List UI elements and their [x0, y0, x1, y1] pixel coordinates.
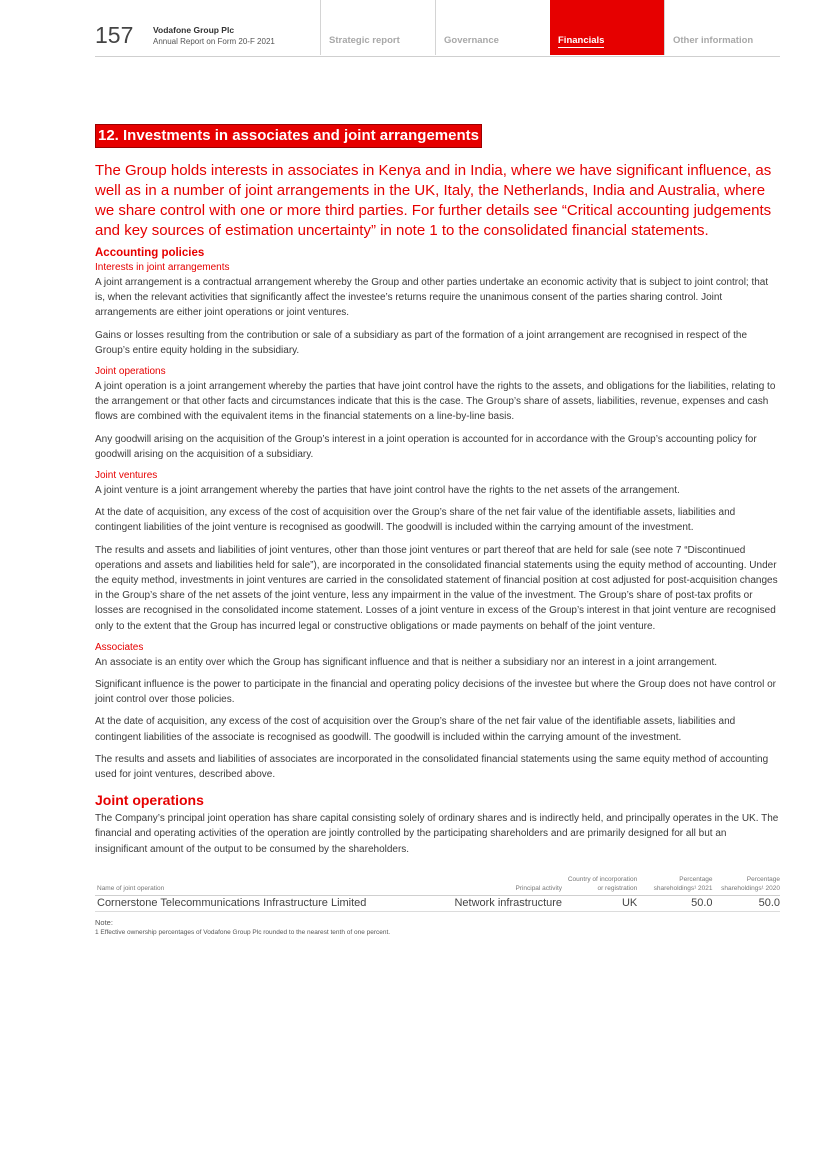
joint-operations-section-heading: Joint operations: [95, 792, 204, 809]
report-name: Annual Report on Form 20-F 2021: [153, 37, 275, 46]
paragraph: Significant influence is the power to participate in the financial and operating policy decisions of the investee but where the Group does not have control or joint control over those policies.: [95, 679, 776, 706]
col-header-pct-2021: Percentage shareholdings¹ 2021: [637, 875, 712, 896]
joint-operations-heading: Joint operations: [95, 366, 166, 378]
joint-operations-table: [95, 875, 780, 912]
page-number: 157: [95, 22, 134, 48]
lead-paragraph: The Group holds interests in associates in Kenya and in India, where we have significant influence, as well as in a number of joint arrangements in the UK, Italy, the Netherlands, India and Australia, where we share control with one or more third parties. For further details see “Critical accounting judgements and key sources of estimation uncertainty” in note 1 to the consolidated financial statements.: [95, 162, 772, 239]
accounting-policies-heading: Accounting policies: [95, 247, 205, 259]
section-title: 12. Investments in associates and joint arrangements: [95, 124, 482, 148]
table-note-label: Note:: [95, 917, 113, 927]
tab-governance[interactable]: [435, 0, 550, 55]
col-header-activity: Principal activity: [412, 875, 562, 896]
col-header-country: Country of incorporation or registration: [562, 875, 637, 896]
paragraph: A joint arrangement is a contractual arrangement whereby the Group and other parties undertake an economic activity that is subject to joint control; that is, when the relevant activities that significantly affect the investee’s returns require the unanimous consent of the parties sharing control. Joint arrangements are either joint operations or joint ventures.: [95, 277, 769, 319]
paragraph: An associate is an entity over which the Group has significant influence and that is neither a subsidiary nor an interest in a joint arrangement.: [95, 656, 718, 668]
page-header: [95, 0, 780, 57]
associates-heading: Associates: [95, 641, 144, 653]
tab-label: Strategic report: [329, 35, 400, 46]
interests-heading: Interests in joint arrangements: [95, 262, 230, 273]
main-content: [95, 124, 780, 938]
paragraph: At the date of acquisition, any excess of the cost of acquisition over the Group’s share of the net fair value of the identifiable assets, liabilities and contingent liabilities of the associate is recognised as goodwill. The goodwill is included within the carrying amount of the investment.: [95, 716, 736, 743]
paragraph: A joint venture is a joint arrangement whereby the parties that have joint control have the rights to the net assets of the arrangement.: [95, 485, 680, 497]
cell-country: UK: [562, 895, 637, 911]
paragraph: Gains or losses resulting from the contribution or sale of a subsidiary as part of the formation of a joint arrangement are recognised in respect of the Group’s entire equity holding in the subsidiary.: [95, 329, 748, 356]
cell-pct-2021: 50.0: [637, 895, 712, 911]
joint-ventures-heading: Joint ventures: [95, 470, 158, 482]
paragraph: At the date of acquisition, any excess of the cost of acquisition over the Group’s share of the net fair value of the identifiable assets, liabilities and contingent liabilities of the joint venture is recognised as goodwill. The goodwill is included within the carrying amount of the investment.: [95, 507, 736, 534]
table-footnote: 1 Effective ownership percentages of Vodafone Group Plc rounded to the nearest tenth of one percent.: [95, 928, 391, 936]
col-header-name: Name of joint operation: [95, 875, 412, 896]
paragraph: The results and assets and liabilities of joint ventures, other than those joint ventures or part thereof that are held for sale (see note 7 “Discontinued operations and assets and liabilities held for sale”), are incorporated in the consolidated financial statements using the equity method of accounting. Under the equity method, investments in joint ventures are carried in the consolidated statement of financial position at cost adjusted for post-acquisition changes in the Group’s share of the net assets of the joint venture, less any impairment in the value of the investment. The Group’s share of post-tax profits or losses are recognised in the consolidated income statement. Losses of a joint venture in excess of the Group’s interest in that joint venture are recognised only to the extent that the Group has incurred legal or constructive obligations or made payments on behalf of the joint venture.: [95, 544, 778, 632]
company-name: Vodafone Group Plc: [153, 25, 235, 35]
tab-strategic-report[interactable]: [320, 0, 435, 55]
tab-label: Other information: [673, 35, 754, 46]
tab-other-information[interactable]: [664, 0, 780, 55]
paragraph: Any goodwill arising on the acquisition of the Group’s interest in a joint operation is accounted for in accordance with the Group’s accounting policy for goodwill arising on the acquisition of a subsidiary.: [95, 433, 757, 460]
tab-financials[interactable]: [550, 0, 664, 55]
col-header-pct-2020: Percentage shareholdings¹ 2020: [713, 875, 781, 896]
cell-name: Cornerstone Telecommunications Infrastructure Limited: [95, 895, 412, 911]
paragraph: The Company’s principal joint operation has share capital consisting solely of ordinary shares and is indirectly held, and principally operates in the UK. The financial and operating activities of the operation are jointly controlled by the participating shareholders and are primarily designed for all but an insignificant amount of the output to be consumed by the shareholders.: [95, 813, 779, 855]
table-row: [95, 895, 780, 911]
cell-pct-2020: 50.0: [713, 895, 781, 911]
cell-activity: Network infrastructure: [412, 895, 562, 911]
paragraph: A joint operation is a joint arrangement whereby the parties that have joint control have the rights to the assets, and obligations for the liabilities, relating to the arrangement or that other facts and circumstances indicate that this is the case. The Group’s share of assets, liabilities, revenue, expenses and cash flows are combined with the equivalent items in the financial statements on a line-by-line basis.: [95, 381, 776, 423]
paragraph: The results and assets and liabilities of associates are incorporated in the consolidated financial statements using the same equity method of accounting used for joint ventures, described above.: [95, 753, 769, 781]
tab-label: Financials: [558, 35, 605, 46]
tab-label: Governance: [444, 35, 499, 46]
